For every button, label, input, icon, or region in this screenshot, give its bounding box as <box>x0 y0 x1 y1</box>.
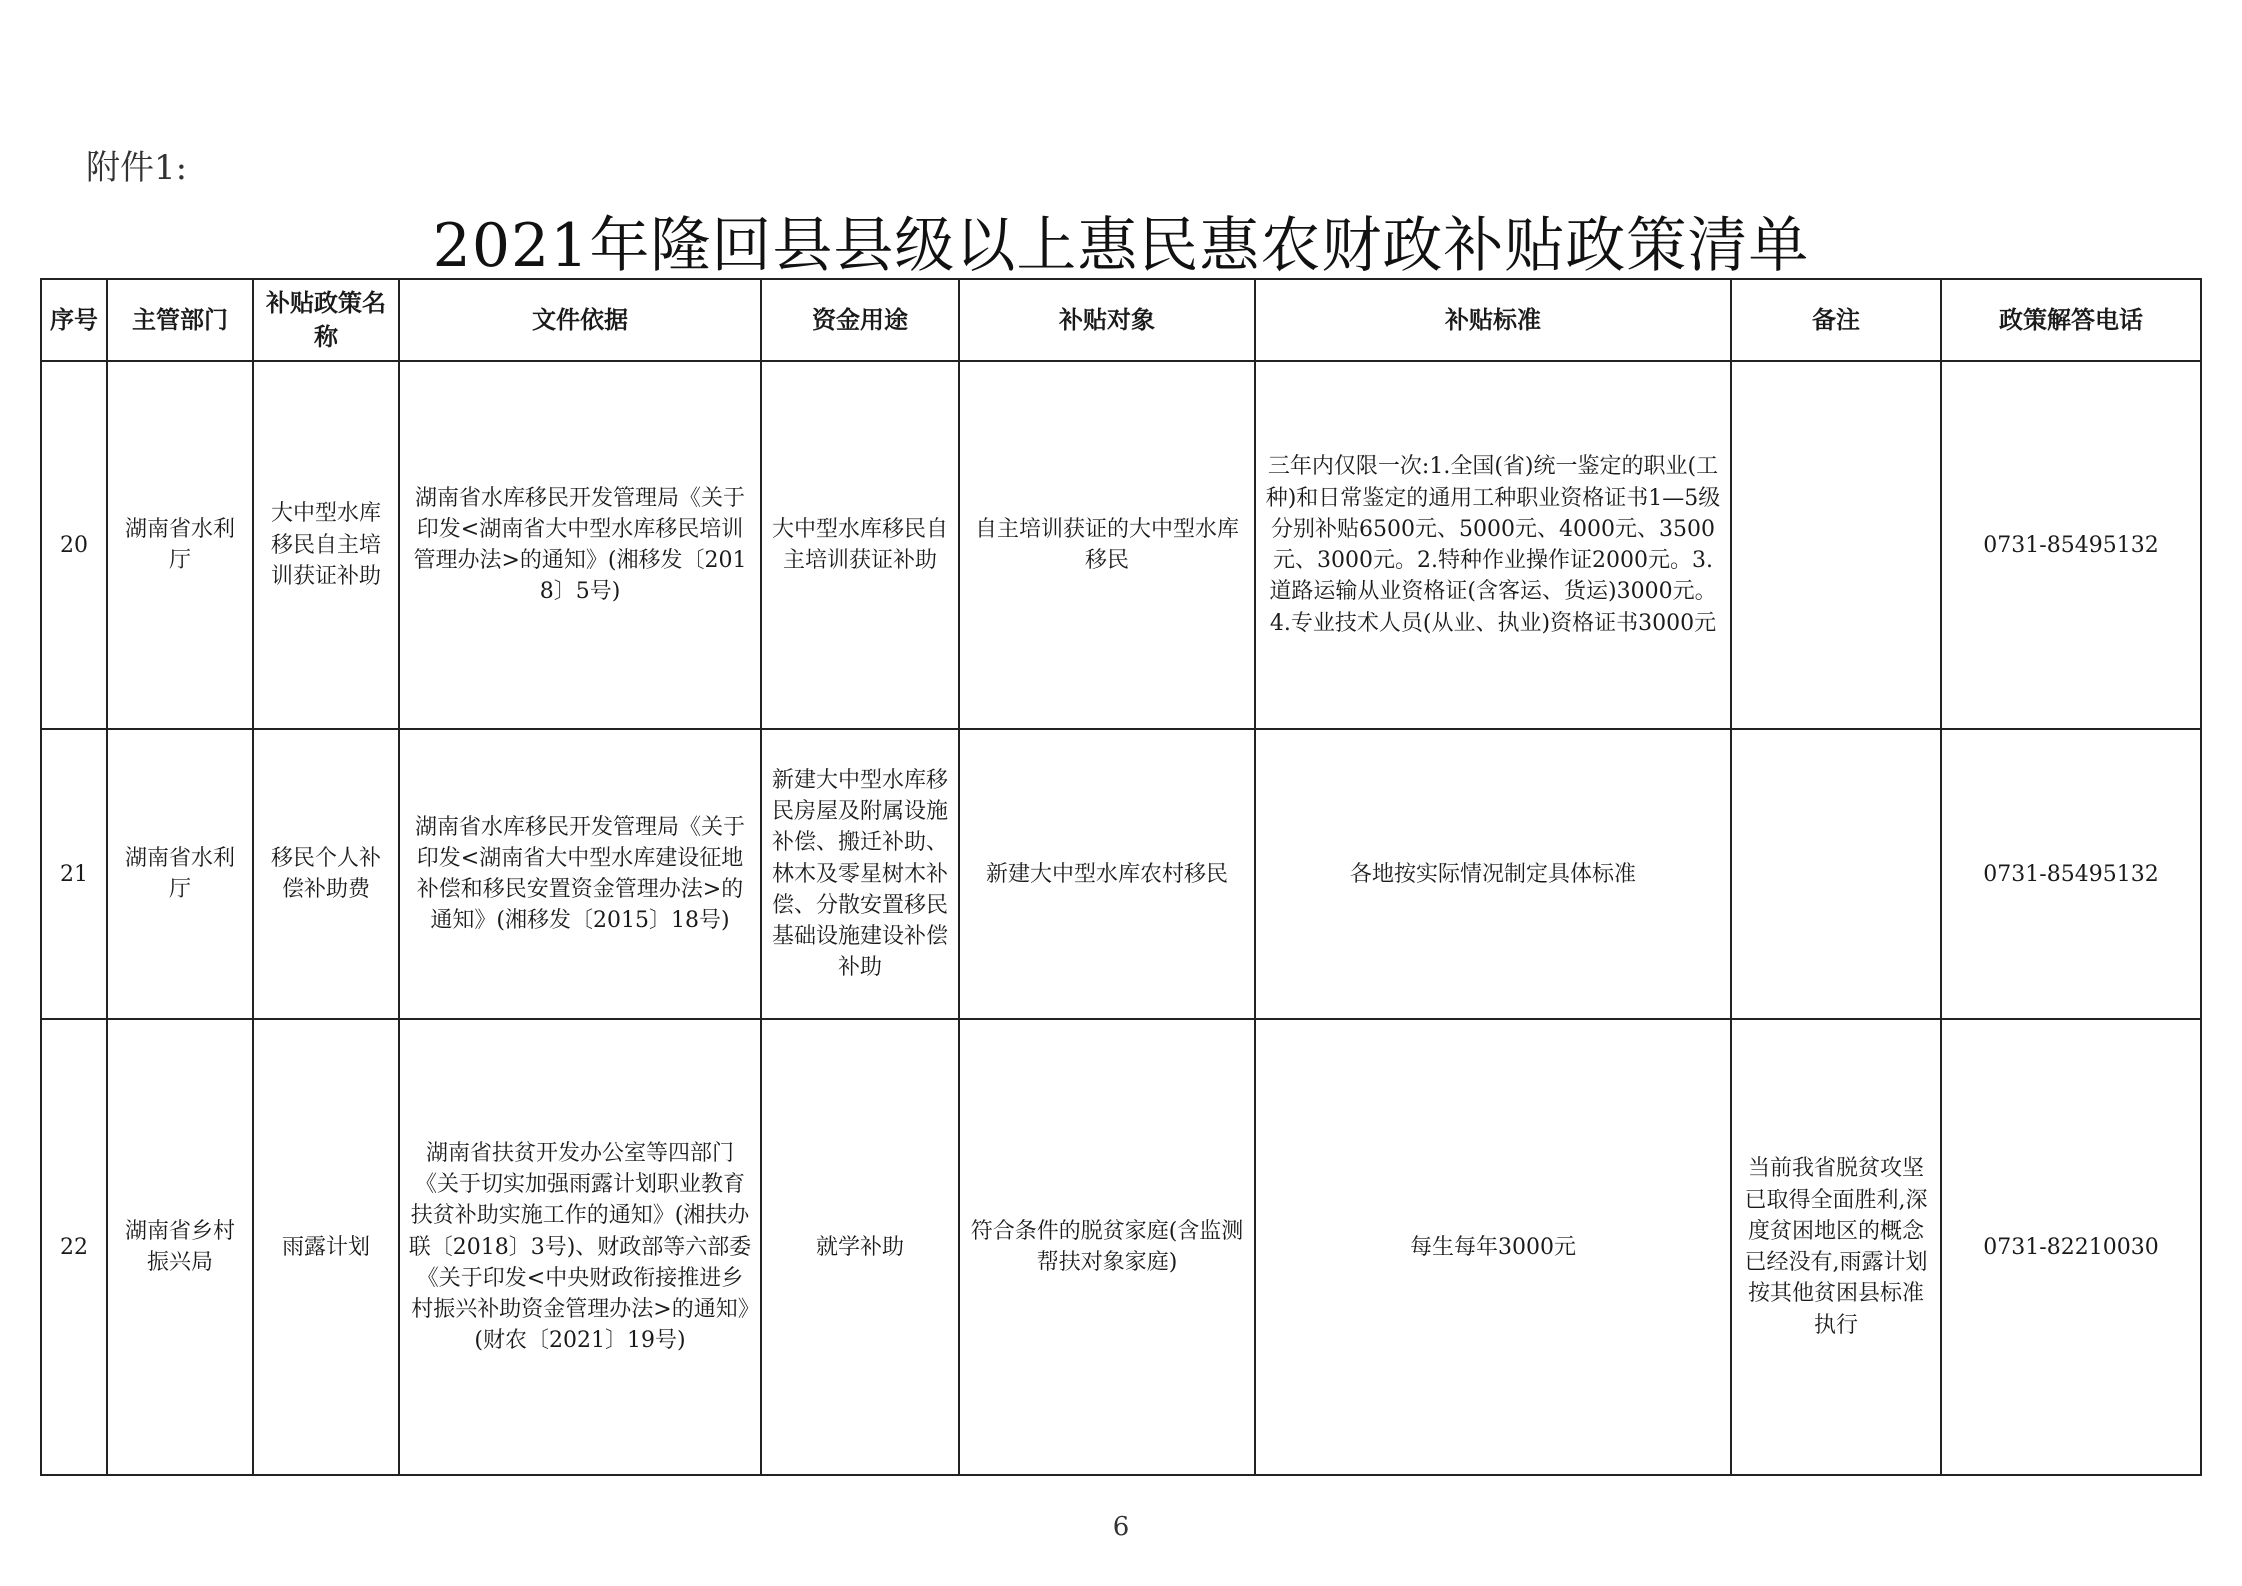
table-header-row <box>41 279 2201 361</box>
header-target: 补贴对象 <box>959 279 1255 361</box>
cell-dept: 湖南省水利厅 <box>107 729 253 1019</box>
cell-policy-name: 移民个人补偿补助费 <box>253 729 399 1019</box>
table-row <box>41 361 2201 729</box>
cell-seq: 21 <box>41 729 107 1019</box>
table-row <box>41 729 2201 1019</box>
header-remark: 备注 <box>1731 279 1941 361</box>
cell-remark <box>1731 729 1941 1019</box>
cell-standard: 每生每年3000元 <box>1255 1019 1731 1475</box>
page-number: 6 <box>1112 1512 1130 1542</box>
cell-policy-name: 雨露计划 <box>253 1019 399 1475</box>
cell-phone: 0731-85495132 <box>1941 361 2201 729</box>
header-usage: 资金用途 <box>761 279 959 361</box>
policy-table <box>40 278 2202 1476</box>
cell-seq: 22 <box>41 1019 107 1475</box>
cell-usage: 大中型水库移民自主培训获证补助 <box>761 361 959 729</box>
header-phone: 政策解答电话 <box>1941 279 2201 361</box>
table-row <box>41 1019 2201 1475</box>
cell-standard: 各地按实际情况制定具体标准 <box>1255 729 1731 1019</box>
cell-basis: 湖南省水库移民开发管理局《关于印发<湖南省大中型水库移民培训管理办法>的通知》(湘移发〔2018〕5号) <box>399 361 761 729</box>
cell-standard: 三年内仅限一次:1.全国(省)统一鉴定的职业(工种)和日常鉴定的通用工种职业资格证书1—5级分别补贴6500元、5000元、4000元、3500元、3000元。2.特种作业操作证2000元。3.道路运输从业资格证(含客运、货运)3000元。4.专业技术人员(从业、执业)资格证书3000元 <box>1255 361 1731 729</box>
cell-basis: 湖南省扶贫开发办公室等四部门《关于切实加强雨露计划职业教育扶贫补助实施工作的通知》(湘扶办联〔2018〕3号)、财政部等六部委《关于印发<中央财政衔接推进乡村振兴补助资金管理办法>的通知》(财农〔2021〕19号) <box>399 1019 761 1475</box>
cell-target: 新建大中型水库农村移民 <box>959 729 1255 1019</box>
header-basis: 文件依据 <box>399 279 761 361</box>
header-seq: 序号 <box>41 279 107 361</box>
cell-usage: 就学补助 <box>761 1019 959 1475</box>
cell-seq: 20 <box>41 361 107 729</box>
header-dept: 主管部门 <box>107 279 253 361</box>
cell-target: 符合条件的脱贫家庭(含监测帮扶对象家庭) <box>959 1019 1255 1475</box>
cell-basis: 湖南省水库移民开发管理局《关于印发<湖南省大中型水库建设征地补偿和移民安置资金管理办法>的通知》(湘移发〔2015〕18号) <box>399 729 761 1019</box>
cell-dept: 湖南省水利厅 <box>107 361 253 729</box>
header-standard: 补贴标准 <box>1255 279 1731 361</box>
attachment-label: 附件1: <box>86 148 188 188</box>
cell-usage: 新建大中型水库移民房屋及附属设施补偿、搬迁补助、林木及零星树木补偿、分散安置移民基础设施建设补偿补助 <box>761 729 959 1019</box>
cell-remark <box>1731 361 1941 729</box>
header-policy-name: 补贴政策名称 <box>253 279 399 361</box>
cell-target: 自主培训获证的大中型水库移民 <box>959 361 1255 729</box>
cell-dept: 湖南省乡村振兴局 <box>107 1019 253 1475</box>
cell-phone: 0731-85495132 <box>1941 729 2201 1019</box>
document-title: 2021年隆回县县级以上惠民惠农财政补贴政策清单 <box>432 211 1810 281</box>
cell-remark: 当前我省脱贫攻坚已取得全面胜利,深度贫困地区的概念已经没有,雨露计划按其他贫困县标准执行 <box>1731 1019 1941 1475</box>
cell-phone: 0731-82210030 <box>1941 1019 2201 1475</box>
cell-policy-name: 大中型水库移民自主培训获证补助 <box>253 361 399 729</box>
